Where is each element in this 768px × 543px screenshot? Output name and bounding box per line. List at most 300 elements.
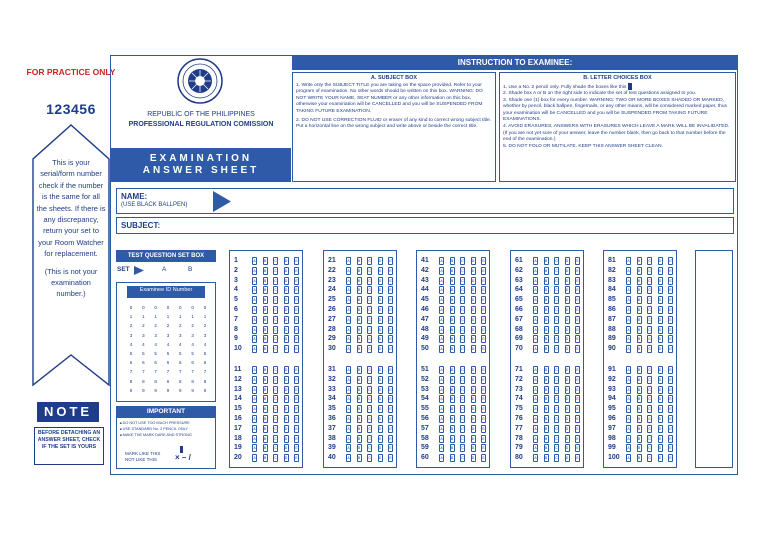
answer-bubble-e[interactable]: E (482, 417, 485, 421)
answer-bubble-b[interactable]: B (544, 268, 548, 273)
id-digit-bubble[interactable]: 0 (179, 305, 182, 310)
answer-bubble-c[interactable]: C (274, 456, 277, 461)
answer-bubble-e[interactable]: E (482, 397, 485, 402)
id-digit-bubble[interactable]: 7 (203, 369, 207, 375)
answer-bubble-e[interactable]: E (576, 407, 579, 412)
answer-bubble-d[interactable]: D (471, 417, 475, 421)
answer-bubble-d[interactable]: D (378, 368, 382, 372)
answer-bubble-c[interactable]: C (648, 337, 651, 342)
answer-bubble-c[interactable]: C (555, 268, 558, 273)
answer-bubble-b[interactable]: B (637, 298, 641, 303)
answer-bubble-a[interactable]: A (253, 436, 256, 441)
answer-bubble-b[interactable]: B (637, 377, 641, 382)
answer-bubble-b[interactable]: B (450, 268, 454, 273)
answer-bubble-c[interactable]: C (648, 298, 651, 303)
answer-bubble-b[interactable]: B (544, 327, 548, 332)
answer-bubble-a[interactable]: A (534, 436, 537, 441)
answer-bubble-a[interactable]: A (253, 278, 256, 283)
answer-bubble-c[interactable]: C (274, 426, 277, 431)
id-digit-bubble[interactable]: 4 (166, 341, 170, 347)
answer-bubble-b[interactable]: B (637, 268, 641, 273)
answer-bubble-a[interactable]: A (627, 377, 630, 382)
answer-bubble-e[interactable]: E (482, 407, 485, 412)
answer-bubble-b[interactable]: B (357, 426, 361, 431)
answer-bubble-d[interactable]: D (378, 377, 382, 382)
answer-bubble-c[interactable]: C (555, 298, 558, 303)
answer-bubble-c[interactable]: C (648, 407, 651, 412)
answer-bubble-e[interactable]: E (295, 259, 298, 263)
answer-bubble-a[interactable]: A (347, 426, 350, 431)
answer-bubble-c[interactable]: C (274, 268, 277, 273)
answer-bubble-c[interactable]: C (648, 387, 651, 392)
answer-bubble-b[interactable]: B (263, 368, 267, 372)
answer-bubble-a[interactable]: A (253, 259, 256, 263)
answer-bubble-c[interactable]: C (274, 436, 277, 441)
answer-bubble-a[interactable]: A (253, 377, 256, 382)
id-digit-bubble[interactable]: 4 (203, 341, 207, 347)
answer-bubble-c[interactable]: C (461, 308, 464, 312)
answer-bubble-e[interactable]: E (482, 298, 485, 303)
answer-bubble-b[interactable]: B (357, 407, 361, 412)
answer-bubble-e[interactable]: E (576, 417, 579, 421)
answer-bubble-b[interactable]: B (450, 407, 454, 412)
answer-bubble-a[interactable]: A (627, 397, 630, 402)
answer-bubble-e[interactable]: E (482, 387, 485, 392)
answer-bubble-b[interactable]: B (357, 298, 361, 303)
answer-bubble-a[interactable]: A (534, 368, 537, 372)
answer-bubble-d[interactable]: D (471, 407, 475, 412)
answer-bubble-e[interactable]: E (389, 426, 392, 431)
answer-bubble-a[interactable]: A (253, 407, 256, 412)
answer-bubble-b[interactable]: B (357, 397, 361, 402)
id-digit-bubble[interactable]: 8 (166, 378, 170, 384)
answer-bubble-d[interactable]: D (284, 456, 288, 461)
answer-bubble-d[interactable]: D (471, 337, 475, 342)
id-digit-bubble[interactable]: 9 (129, 387, 133, 393)
answer-bubble-e[interactable]: E (295, 268, 298, 273)
answer-bubble-e[interactable]: E (482, 288, 485, 293)
id-digit-bubble[interactable]: 2 (191, 323, 194, 329)
answer-bubble-e[interactable]: E (669, 446, 672, 451)
answer-bubble-a[interactable]: A (440, 268, 443, 273)
answer-bubble-c[interactable]: C (274, 327, 277, 332)
id-digit-bubble[interactable]: 2 (142, 323, 145, 329)
answer-bubble-d[interactable]: D (565, 456, 569, 461)
answer-bubble-c[interactable]: C (368, 397, 371, 402)
answer-bubble-a[interactable]: A (253, 288, 256, 293)
answer-bubble-a[interactable]: A (534, 417, 537, 421)
answer-bubble-b[interactable]: B (357, 337, 361, 342)
answer-bubble-d[interactable]: D (284, 337, 288, 342)
answer-bubble-d[interactable]: D (378, 298, 382, 303)
answer-bubble-b[interactable]: B (263, 288, 267, 293)
answer-bubble-c[interactable]: C (555, 288, 558, 293)
id-digit-bubble[interactable]: 2 (154, 323, 157, 329)
answer-bubble-b[interactable]: B (263, 446, 267, 451)
answer-bubble-a[interactable]: A (440, 407, 443, 412)
answer-bubble-e[interactable]: E (482, 259, 485, 263)
answer-bubble-a[interactable]: A (534, 308, 537, 312)
answer-bubble-c[interactable]: C (368, 337, 371, 342)
id-digit-bubble[interactable]: 0 (166, 305, 170, 310)
answer-bubble-a[interactable]: A (347, 407, 350, 412)
answer-bubble-e[interactable]: E (669, 327, 672, 332)
id-digit-bubble[interactable]: 8 (191, 378, 194, 384)
answer-bubble-b[interactable]: B (357, 436, 361, 441)
answer-bubble-d[interactable]: D (284, 268, 288, 273)
answer-bubble-a[interactable]: A (534, 298, 537, 303)
answer-bubble-c[interactable]: C (555, 377, 558, 382)
answer-bubble-a[interactable]: A (347, 446, 350, 451)
answer-bubble-e[interactable]: E (482, 377, 485, 382)
answer-bubble-c[interactable]: C (648, 259, 651, 263)
answer-bubble-b[interactable]: B (544, 377, 548, 382)
answer-bubble-a[interactable]: A (534, 268, 537, 273)
answer-bubble-c[interactable]: C (555, 368, 558, 372)
answer-bubble-a[interactable]: A (347, 288, 350, 293)
answer-bubble-c[interactable]: C (274, 417, 277, 421)
answer-bubble-b[interactable]: B (450, 377, 454, 382)
answer-bubble-a[interactable]: A (440, 436, 443, 441)
answer-bubble-b[interactable]: B (263, 436, 267, 441)
answer-bubble-e[interactable]: E (576, 397, 579, 402)
answer-bubble-e[interactable]: E (669, 317, 672, 322)
answer-bubble-e[interactable]: E (295, 308, 298, 312)
answer-bubble-d[interactable]: D (565, 268, 569, 273)
answer-bubble-e[interactable]: E (576, 278, 579, 283)
id-digit-bubble[interactable]: 5 (142, 350, 145, 356)
answer-bubble-a[interactable]: A (440, 368, 443, 372)
answer-bubble-d[interactable]: D (658, 308, 662, 312)
answer-bubble-a[interactable]: A (347, 308, 350, 312)
id-digit-bubble[interactable]: 6 (142, 360, 145, 366)
id-digit-bubble[interactable]: 5 (154, 350, 157, 356)
answer-bubble-c[interactable]: C (274, 259, 277, 263)
answer-bubble-d[interactable]: D (378, 397, 382, 402)
answer-bubble-e[interactable]: E (389, 327, 392, 332)
answer-bubble-e[interactable]: E (389, 278, 392, 283)
answer-bubble-d[interactable]: D (565, 417, 569, 421)
answer-bubble-a[interactable]: A (534, 456, 537, 461)
answer-bubble-a[interactable]: A (627, 337, 630, 342)
answer-bubble-d[interactable]: D (658, 397, 662, 402)
set-option-b[interactable]: B (188, 266, 193, 273)
answer-bubble-a[interactable]: A (347, 337, 350, 342)
answer-bubble-c[interactable]: C (461, 417, 464, 421)
answer-bubble-b[interactable]: B (263, 347, 267, 352)
answer-bubble-c[interactable]: C (555, 278, 558, 283)
id-digit-bubble[interactable]: 7 (154, 369, 157, 375)
id-digit-bubble[interactable]: 7 (166, 369, 170, 375)
answer-bubble-a[interactable]: A (440, 387, 443, 392)
answer-bubble-e[interactable]: E (669, 308, 672, 312)
answer-bubble-e[interactable]: E (389, 456, 392, 461)
answer-bubble-c[interactable]: C (461, 446, 464, 451)
answer-bubble-c[interactable]: C (555, 337, 558, 342)
answer-bubble-c[interactable]: C (648, 377, 651, 382)
answer-bubble-a[interactable]: A (253, 268, 256, 273)
answer-bubble-a[interactable]: A (253, 368, 256, 372)
answer-bubble-a[interactable]: A (534, 278, 537, 283)
answer-bubble-b[interactable]: B (357, 317, 361, 322)
answer-bubble-d[interactable]: D (284, 397, 288, 402)
answer-bubble-d[interactable]: D (658, 417, 662, 421)
id-digit-bubble[interactable]: 6 (191, 360, 194, 366)
answer-bubble-b[interactable]: B (450, 446, 454, 451)
answer-bubble-a[interactable]: A (440, 377, 443, 382)
answer-bubble-e[interactable]: E (389, 368, 392, 372)
answer-bubble-d[interactable]: D (378, 327, 382, 332)
answer-bubble-e[interactable]: E (295, 426, 298, 431)
answer-bubble-a[interactable]: A (534, 397, 537, 402)
answer-bubble-b[interactable]: B (450, 259, 454, 263)
answer-bubble-c[interactable]: C (368, 377, 371, 382)
answer-bubble-b[interactable]: B (637, 407, 641, 412)
answer-bubble-b[interactable]: B (637, 308, 641, 312)
answer-bubble-b[interactable]: B (637, 387, 641, 392)
answer-bubble-a[interactable]: A (627, 456, 630, 461)
answer-bubble-d[interactable]: D (284, 327, 288, 332)
answer-bubble-e[interactable]: E (482, 436, 485, 441)
answer-bubble-e[interactable]: E (669, 298, 672, 303)
answer-bubble-b[interactable]: B (450, 308, 454, 312)
answer-bubble-d[interactable]: D (284, 407, 288, 412)
answer-bubble-a[interactable]: A (627, 426, 630, 431)
answer-bubble-d[interactable]: D (471, 259, 475, 263)
answer-bubble-e[interactable]: E (295, 436, 298, 441)
answer-bubble-c[interactable]: C (555, 347, 558, 352)
answer-bubble-b[interactable]: B (357, 327, 361, 332)
answer-bubble-e[interactable]: E (669, 436, 672, 441)
answer-bubble-b[interactable]: B (357, 417, 361, 421)
id-digit-bubble[interactable]: 3 (203, 332, 207, 338)
id-digit-bubble[interactable]: 1 (191, 314, 194, 320)
answer-bubble-a[interactable]: A (534, 426, 537, 431)
answer-bubble-c[interactable]: C (368, 368, 371, 372)
id-digit-bubble[interactable]: 9 (191, 387, 194, 393)
answer-bubble-c[interactable]: C (555, 446, 558, 451)
answer-bubble-a[interactable]: A (534, 347, 537, 352)
id-digit-bubble[interactable]: 6 (129, 360, 133, 366)
answer-bubble-a[interactable]: A (347, 368, 350, 372)
answer-bubble-c[interactable]: C (555, 317, 558, 322)
answer-bubble-c[interactable]: C (461, 368, 464, 372)
answer-bubble-d[interactable]: D (565, 308, 569, 312)
answer-bubble-d[interactable]: D (471, 397, 475, 402)
answer-bubble-c[interactable]: C (461, 387, 464, 392)
id-digit-bubble[interactable]: 9 (179, 387, 182, 393)
answer-bubble-a[interactable]: A (627, 288, 630, 293)
answer-bubble-d[interactable]: D (658, 337, 662, 342)
answer-bubble-e[interactable]: E (482, 268, 485, 273)
answer-bubble-a[interactable]: A (534, 377, 537, 382)
answer-bubble-b[interactable]: B (450, 337, 454, 342)
answer-bubble-c[interactable]: C (461, 347, 464, 352)
id-digit-bubble[interactable]: 5 (166, 350, 170, 356)
answer-bubble-c[interactable]: C (555, 308, 558, 312)
answer-bubble-a[interactable]: A (627, 407, 630, 412)
answer-bubble-d[interactable]: D (565, 259, 569, 263)
answer-bubble-a[interactable]: A (253, 298, 256, 303)
answer-bubble-c[interactable]: C (461, 327, 464, 332)
answer-bubble-b[interactable]: B (357, 377, 361, 382)
id-digit-bubble[interactable]: 3 (191, 332, 194, 338)
answer-bubble-c[interactable]: C (555, 327, 558, 332)
answer-bubble-d[interactable]: D (471, 298, 475, 303)
answer-bubble-b[interactable]: B (450, 397, 454, 402)
answer-bubble-b[interactable]: B (544, 426, 548, 431)
answer-bubble-d[interactable]: D (565, 387, 569, 392)
answer-bubble-a[interactable]: A (253, 397, 256, 402)
answer-bubble-e[interactable]: E (576, 436, 579, 441)
answer-bubble-c[interactable]: C (555, 436, 558, 441)
answer-bubble-e[interactable]: E (295, 347, 298, 352)
answer-bubble-c[interactable]: C (461, 407, 464, 412)
answer-bubble-d[interactable]: D (658, 368, 662, 372)
answer-bubble-a[interactable]: A (627, 268, 630, 273)
answer-bubble-d[interactable]: D (565, 426, 569, 431)
answer-bubble-e[interactable]: E (482, 456, 485, 461)
answer-bubble-e[interactable]: E (295, 377, 298, 382)
answer-bubble-e[interactable]: E (389, 387, 392, 392)
answer-bubble-c[interactable]: C (461, 377, 464, 382)
id-digit-bubble[interactable]: 6 (166, 360, 170, 366)
answer-bubble-e[interactable]: E (576, 268, 579, 273)
answer-bubble-a[interactable]: A (627, 278, 630, 283)
answer-bubble-e[interactable]: E (576, 426, 579, 431)
answer-bubble-e[interactable]: E (389, 397, 392, 402)
answer-bubble-b[interactable]: B (637, 278, 641, 283)
answer-bubble-b[interactable]: B (357, 446, 361, 451)
answer-bubble-a[interactable]: A (347, 268, 350, 273)
answer-bubble-d[interactable]: D (378, 288, 382, 293)
answer-bubble-b[interactable]: B (263, 426, 267, 431)
answer-bubble-d[interactable]: D (471, 377, 475, 382)
answer-bubble-e[interactable]: E (669, 426, 672, 431)
id-digit-bubble[interactable]: 2 (203, 323, 207, 329)
answer-bubble-b[interactable]: B (544, 456, 548, 461)
answer-bubble-d[interactable]: D (658, 278, 662, 283)
answer-bubble-a[interactable]: A (627, 308, 630, 312)
answer-bubble-a[interactable]: A (253, 417, 256, 421)
answer-bubble-d[interactable]: D (284, 377, 288, 382)
answer-bubble-e[interactable]: E (389, 436, 392, 441)
answer-bubble-a[interactable]: A (347, 456, 350, 461)
answer-bubble-b[interactable]: B (637, 456, 641, 461)
answer-bubble-d[interactable]: D (378, 456, 382, 461)
answer-bubble-a[interactable]: A (440, 456, 443, 461)
answer-bubble-b[interactable]: B (450, 327, 454, 332)
answer-bubble-a[interactable]: A (253, 347, 256, 352)
answer-bubble-b[interactable]: B (357, 456, 361, 461)
answer-bubble-e[interactable]: E (576, 288, 579, 293)
id-digit-bubble[interactable]: 5 (191, 350, 194, 356)
answer-bubble-a[interactable]: A (253, 308, 256, 312)
answer-bubble-e[interactable]: E (669, 407, 672, 412)
answer-bubble-b[interactable]: B (263, 278, 267, 283)
answer-bubble-a[interactable]: A (253, 387, 256, 392)
answer-bubble-b[interactable]: B (263, 377, 267, 382)
id-digit-bubble[interactable]: 8 (203, 378, 207, 384)
answer-bubble-a[interactable]: A (440, 298, 443, 303)
answer-bubble-d[interactable]: D (658, 347, 662, 352)
answer-bubble-b[interactable]: B (544, 387, 548, 392)
answer-bubble-c[interactable]: C (461, 268, 464, 273)
answer-bubble-e[interactable]: E (389, 337, 392, 342)
answer-bubble-d[interactable]: D (565, 298, 569, 303)
id-digit-bubble[interactable]: 9 (203, 387, 207, 393)
id-digit-bubble[interactable]: 0 (203, 305, 207, 310)
answer-bubble-a[interactable]: A (440, 417, 443, 421)
answer-bubble-b[interactable]: B (450, 436, 454, 441)
answer-bubble-b[interactable]: B (544, 446, 548, 451)
answer-bubble-d[interactable]: D (658, 426, 662, 431)
answer-bubble-d[interactable]: D (284, 426, 288, 431)
answer-bubble-d[interactable]: D (658, 317, 662, 322)
id-digit-bubble[interactable]: 1 (142, 314, 145, 320)
answer-bubble-c[interactable]: C (274, 347, 277, 352)
answer-bubble-d[interactable]: D (284, 288, 288, 293)
answer-bubble-d[interactable]: D (565, 407, 569, 412)
answer-bubble-a[interactable]: A (627, 387, 630, 392)
id-digit-bubble[interactable]: 8 (154, 378, 157, 384)
answer-bubble-a[interactable]: A (627, 327, 630, 332)
id-digit-bubble[interactable]: 7 (179, 369, 182, 375)
answer-bubble-e[interactable]: E (669, 268, 672, 273)
answer-bubble-d[interactable]: D (284, 317, 288, 322)
answer-bubble-b[interactable]: B (637, 397, 641, 402)
answer-bubble-c[interactable]: C (461, 288, 464, 293)
id-digit-bubble[interactable]: 6 (154, 360, 157, 366)
answer-bubble-a[interactable]: A (253, 337, 256, 342)
answer-bubble-e[interactable]: E (389, 417, 392, 421)
answer-bubble-c[interactable]: C (648, 308, 651, 312)
answer-bubble-d[interactable]: D (284, 308, 288, 312)
id-digit-bubble[interactable]: 7 (129, 369, 133, 375)
answer-bubble-d[interactable]: D (565, 446, 569, 451)
answer-bubble-b[interactable]: B (450, 417, 454, 421)
answer-bubble-e[interactable]: E (669, 288, 672, 293)
answer-bubble-d[interactable]: D (284, 446, 288, 451)
answer-bubble-c[interactable]: C (368, 278, 371, 283)
answer-bubble-e[interactable]: E (576, 456, 579, 461)
answer-bubble-e[interactable]: E (482, 426, 485, 431)
answer-bubble-d[interactable]: D (658, 446, 662, 451)
answer-bubble-c[interactable]: C (461, 259, 464, 263)
answer-bubble-c[interactable]: C (274, 387, 277, 392)
answer-bubble-e[interactable]: E (295, 397, 298, 402)
answer-bubble-e[interactable]: E (295, 407, 298, 412)
answer-bubble-d[interactable]: D (378, 259, 382, 263)
name-field[interactable] (116, 188, 734, 214)
answer-bubble-c[interactable]: C (555, 417, 558, 421)
answer-bubble-d[interactable]: D (471, 387, 475, 392)
answer-bubble-c[interactable]: C (648, 327, 651, 332)
id-digit-bubble[interactable]: 4 (154, 341, 157, 347)
answer-bubble-e[interactable]: E (576, 377, 579, 382)
answer-bubble-c[interactable]: C (461, 298, 464, 303)
answer-bubble-d[interactable]: D (471, 327, 475, 332)
id-digit-bubble[interactable]: 6 (179, 360, 182, 366)
answer-bubble-d[interactable]: D (565, 347, 569, 352)
answer-bubble-c[interactable]: C (274, 298, 277, 303)
answer-bubble-b[interactable]: B (357, 268, 361, 273)
answer-bubble-a[interactable]: A (440, 337, 443, 342)
answer-bubble-c[interactable]: C (368, 456, 371, 461)
answer-bubble-e[interactable]: E (669, 259, 672, 263)
id-digit-bubble[interactable]: 3 (129, 332, 133, 338)
answer-bubble-b[interactable]: B (263, 259, 267, 263)
